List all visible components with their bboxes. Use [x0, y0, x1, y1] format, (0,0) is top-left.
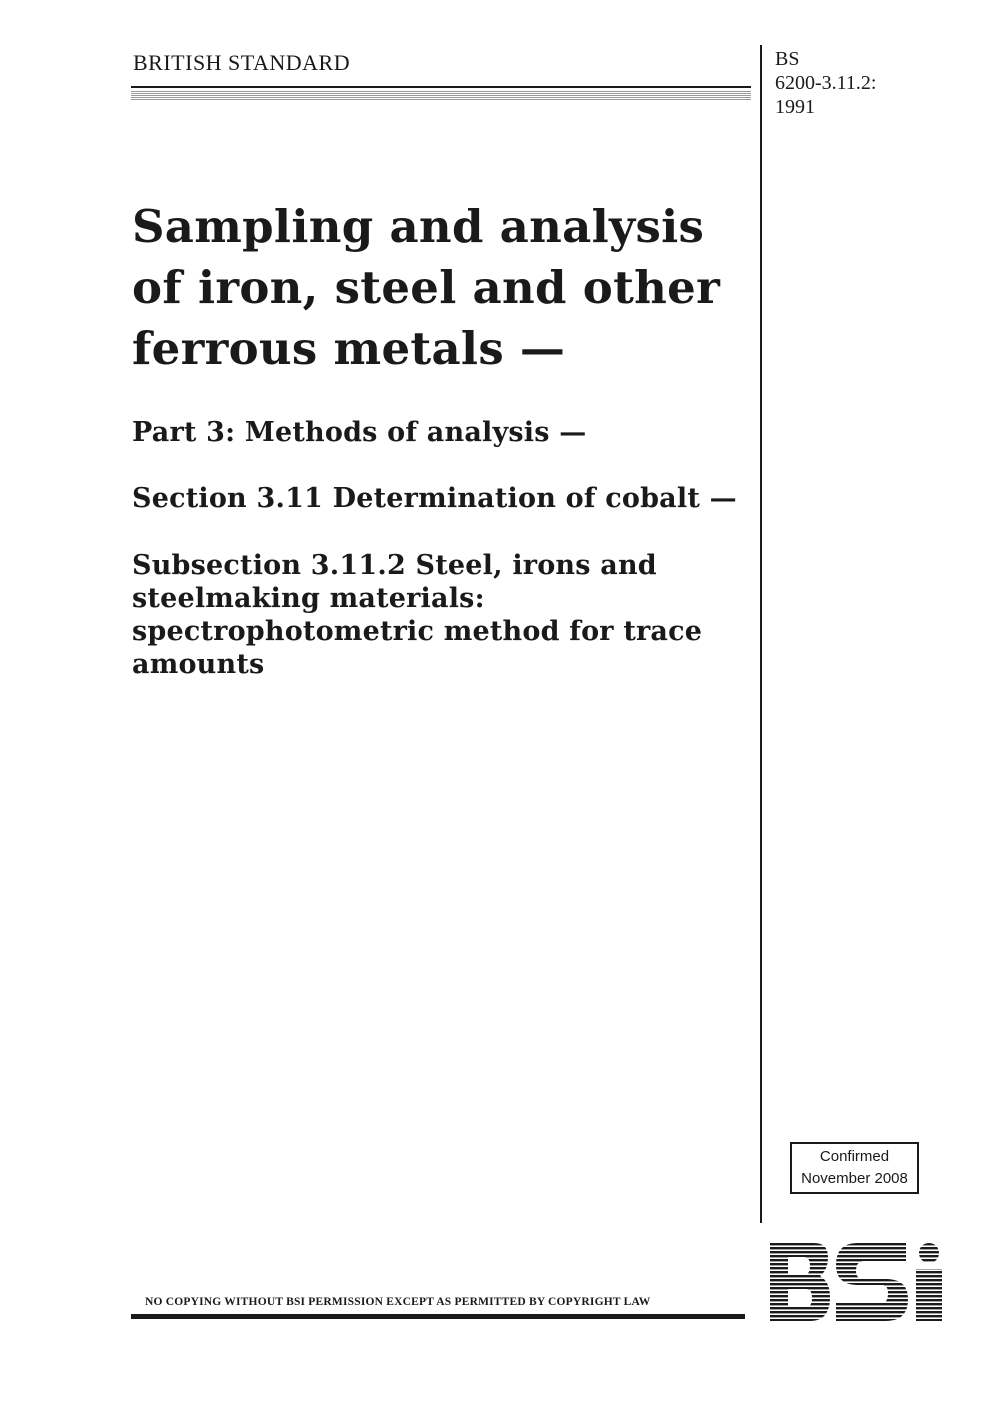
margin-divider — [760, 45, 762, 1223]
header-shaded-band — [131, 91, 751, 101]
subsection-heading-line: Subsection 3.11.2 Steel, irons and — [132, 550, 657, 581]
confirmation-line: Confirmed — [819, 1148, 890, 1165]
series-label: BRITISH STANDARD — [133, 50, 351, 75]
standard-number-line: 1991 — [775, 96, 815, 118]
section-heading — [132, 482, 752, 515]
title-line: of iron, steel and other — [132, 261, 721, 314]
bsi-logo-letter-s — [836, 1243, 908, 1321]
bsi-logo-letter-i — [916, 1269, 942, 1321]
copyright-notice: NO COPYING WITHOUT BSI PERMISSION EXCEPT AS PERMITTED BY COPYRIGHT LAW — [145, 1296, 651, 1308]
document-title — [132, 196, 752, 379]
title-line: Sampling and analysis — [132, 200, 705, 253]
standard-number — [775, 47, 876, 119]
subsection-heading-line: steelmaking materials: — [132, 583, 485, 614]
part-heading-line: Part 3: Methods of analysis — — [132, 417, 587, 448]
footer-rule — [131, 1314, 745, 1319]
title-line: ferrous metals — — [132, 322, 566, 375]
header-rule — [131, 86, 751, 88]
subsection-heading — [132, 549, 752, 681]
confirmation-stamp — [790, 1142, 919, 1194]
bsi-logo-dot — [919, 1243, 939, 1263]
bsi-logo — [770, 1243, 946, 1321]
standard-number-line: BS — [775, 48, 800, 70]
standard-number-line: 6200-3.11.2: — [775, 72, 877, 94]
subsection-heading-line: amounts — [132, 649, 265, 680]
confirmation-line: November 2008 — [801, 1170, 908, 1187]
bsi-logo-letter-b — [770, 1243, 830, 1321]
section-heading-line: Section 3.11 Determination of cobalt — — [132, 483, 737, 514]
subsection-heading-line: spectrophotometric method for trace — [132, 616, 703, 647]
part-heading — [132, 416, 752, 449]
